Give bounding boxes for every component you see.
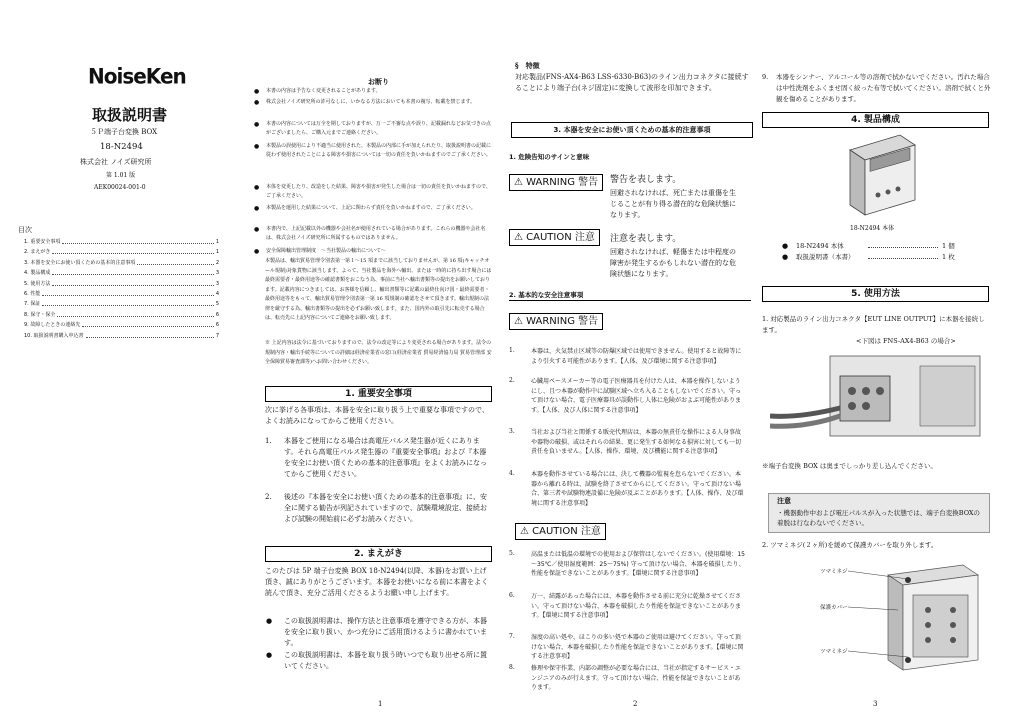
company-name: 株式会社 ノイズ研究所 xyxy=(80,158,152,166)
bullet-icon: ● xyxy=(266,651,273,659)
toc-item[interactable] xyxy=(24,290,219,298)
notice-item: 安全保障輸出管理制度 ～当社製品の輸出について～ xyxy=(266,248,386,254)
toc-item-label: 1. 重要安全事項 xyxy=(24,239,61,245)
caution-head: 注意を表します。 xyxy=(610,234,682,244)
list-number: 7. xyxy=(509,633,515,640)
basic-safety-title: 2. 基本的な安全注意事項 xyxy=(509,291,584,299)
caution-item: 湿度の高い処や、ほこりの多い処で本器のご使用は避けてください。守って頂けない場合、本器を破損したり性能を保証できないことがあります。【環境に関する注意事項】 xyxy=(531,634,744,660)
notice-item: 本書の内容は予告なく変更されることがあります。 xyxy=(266,88,381,94)
label-cover: 保護カバー xyxy=(820,605,848,611)
caution-note-box xyxy=(768,493,990,533)
page-number-3: 3 xyxy=(873,700,878,708)
notice-item: 株式会社ノイズ研究所の許可なしに、いかなる方法においても本書の複写、転載を禁じます。 xyxy=(266,99,476,105)
part-qty: 1 個 xyxy=(942,242,955,250)
notice-item: 本製品を運用した結果について、上記に関わらず責任を負いかねますので、ご了承ください。 xyxy=(266,205,476,211)
document-number: AEK00024-001-0 xyxy=(94,184,146,191)
warning-badge xyxy=(509,174,603,191)
toc-leader xyxy=(86,332,214,338)
document-subtitle: ５Ｐ端子台変換 BOX xyxy=(90,128,158,136)
toc-item-label: 5. 使用方法 xyxy=(24,280,51,287)
part-name: 18-N2494 本体 xyxy=(796,242,844,250)
step-1: 1. 対応製品のライン出力コネクタ【EUT LINE OUTPUT】に本器を接続します。 xyxy=(762,315,985,334)
feature-heading: § 特徴 xyxy=(515,61,540,70)
section-3-header: 3. 本器を安全にお使い頂くための基本的注意事項 xyxy=(511,122,753,138)
toc-item-label: 8. 保守・保全 xyxy=(24,311,56,318)
product-figure-caption: 18-N2494 本体 xyxy=(850,225,895,232)
toc-leader xyxy=(52,269,213,275)
toc-item[interactable] xyxy=(24,332,219,340)
bullet-icon: ● xyxy=(254,205,260,212)
toc-item[interactable] xyxy=(24,248,219,256)
caution-label: CAUTION 注意 xyxy=(526,232,595,243)
caution-item: 修理や保守作業、内部の調整が必要な場合には、当社が指定するサービス・エンジニアのみが行えます。守って頂けない場合、性能を保証できないことがあります。 xyxy=(531,665,742,691)
noiseken-logo: NoiseKen xyxy=(88,63,186,89)
toc-item[interactable] xyxy=(24,259,219,267)
list-number: 2. xyxy=(265,493,272,501)
toc-item-label: 10. 取扱説明書購入申込書 xyxy=(24,332,84,339)
toc-item-page: 7 xyxy=(215,332,219,339)
product-figure xyxy=(840,130,920,220)
list-number: 6. xyxy=(509,592,515,599)
warning-badge-2 xyxy=(509,313,603,330)
notice-item: 本体を変更したり、改造をした結果、障害や損害が発生した場合は一切の責任を負いかねますので、ご了承ください。 xyxy=(266,184,491,199)
notice-item: 本書内で、上記記載以外の機器や会社名が使用されている場合があります。これらの機器や会社名は、株式会社ノイズ研究所に所属するものではありません。 xyxy=(266,226,486,241)
caution-triangle-icon: ⚠ xyxy=(514,232,523,243)
label-screw-bottom: ツマミネジ xyxy=(820,649,848,655)
part-leader xyxy=(868,247,938,248)
caution-item: 万一、結露があった場合には、本器を動作させる前に充分に乾燥させてください。守って頂けない場合、本器を破損したり性能を保証できないことがあります。【環境に関する注意事項】 xyxy=(531,593,742,619)
connection-figure xyxy=(770,346,990,446)
section-2-item: この取扱説明書は、本器を取り扱う時いつでも取り出せる所に置いてください。 xyxy=(284,651,487,670)
page-1-text xyxy=(252,0,494,724)
feature-text: 対応製品(FNS-AX4-B63 LSS-6330-B63)のライン出力コネクタに接続することにより端子台(ネジ固定)に変換して波形を印加できます。 xyxy=(515,73,749,92)
section-4-header: 4. 製品構成 xyxy=(762,112,989,128)
toc-leader xyxy=(52,280,213,286)
toc-item-page: 2 xyxy=(215,259,219,266)
note-title: 注意 xyxy=(777,497,791,505)
toc-item-page: 5 xyxy=(215,301,219,308)
toc-item[interactable] xyxy=(24,321,219,329)
warning-item: 本器を動作させている場合には、決して機器の監視を怠らないでください。本器から離れる時は、試験を終了させてからにしてください。守って頂けない場合、第三者や試験物連設備に危険が及ぶことがあります。【人体、操作、及び環境に関する注意事項】 xyxy=(531,471,744,507)
bullet-icon: ● xyxy=(782,253,789,261)
leader-lines xyxy=(848,565,908,660)
bullet-icon: ● xyxy=(254,88,260,95)
list-number: 4. xyxy=(509,470,515,477)
bullet-icon: ● xyxy=(266,617,273,625)
toc-leader xyxy=(52,248,213,254)
item-9-number: 9. xyxy=(762,73,769,81)
toc-leader xyxy=(62,238,213,244)
warning-item: 本器は、火気禁止区域等の防爆区域では使用できません。使用すると故障等により引火する可能性があります。【人体、及び環境に関する注意事項】 xyxy=(531,348,742,365)
toc-item-label: 4. 製品構成 xyxy=(24,270,51,277)
toc-item-page: 3 xyxy=(215,280,219,287)
toc-item-page: 1 xyxy=(215,249,219,256)
toc-item-label: 6. 性能 xyxy=(24,291,41,297)
toc-item[interactable] xyxy=(24,300,219,308)
warning-triangle-icon: ⚠ xyxy=(514,177,523,188)
toc-leader xyxy=(42,300,213,306)
toc-item-page: 3 xyxy=(215,270,219,277)
danger-sign-title: 1. 危険告知のサインと意味 xyxy=(509,153,590,161)
model-number: 18-N2494 xyxy=(100,142,143,152)
toc-item[interactable] xyxy=(24,311,219,319)
toc-item-label: 2. まえがき xyxy=(24,249,51,256)
warning-label-2: WARNING 警告 xyxy=(526,316,599,327)
edition: 第 1.01 版 xyxy=(106,172,136,179)
toc-item-label: 3. 本器を安全にお使い頂くための基本的注意事項 xyxy=(24,259,136,266)
page-3 xyxy=(758,0,1024,724)
section-5-header: 5. 使用方法 xyxy=(762,286,989,302)
notice-title: お断り xyxy=(368,77,389,86)
bullet-icon: ● xyxy=(782,242,789,250)
warning-item: 当社および当社と関係する販売代理店は、本器の無責任な操作による人身事故や器物の破損、或はそれらの結果、更に発生する如何なる損害に対しても一切責任を負いません。【人体、操作、環境、及び機能に関する注意事項】 xyxy=(531,429,742,455)
list-number: 1. xyxy=(265,437,272,445)
toc-item-label: 9. 故障したときの連絡先 xyxy=(24,322,81,329)
bullet-icon: ● xyxy=(254,143,260,150)
toc-leader xyxy=(57,311,213,317)
warning-triangle-icon-2: ⚠ xyxy=(514,316,523,327)
toc-item-label: 7. 保証 xyxy=(24,301,41,308)
warning-item: 心臓用ペースメーカー等の電子医療器具を付けた人は、本器を操作しないようにし、且つ本器が動作中に試験区域へ立ち入ることもしないでください。守って頂けない場合、電子医療器具が誤動作し人体に危険がおよぶ可能性があります。【人体、及び人体に関する注意事項】 xyxy=(531,378,742,414)
toc-leader xyxy=(82,321,213,327)
bullet-icon: ● xyxy=(254,99,260,106)
section-1-item: 後述の『本器を安全にお使い頂くための基本的注意事項』に、安全に関する勧告が列記されていますので、試験環境設定、接続および試験の開始前に必ずお読みください。 xyxy=(284,493,487,523)
list-number: 5. xyxy=(509,550,515,557)
part-leader xyxy=(868,258,938,259)
bullet-icon: ● xyxy=(254,248,260,255)
toc-item-page: 1 xyxy=(215,239,219,245)
toc-item[interactable] xyxy=(24,238,219,246)
figure-2-caption: <下図は FNS-AX4-B63 の場合> xyxy=(856,337,956,345)
section-2-header: 2. まえがき xyxy=(265,546,492,562)
toc-leader xyxy=(42,290,213,296)
toc-item-page: 4 xyxy=(215,291,219,297)
page-2 xyxy=(505,0,755,724)
caution-badge-2 xyxy=(515,523,606,540)
note-text: ・機器動作中および電圧パルスが入った状態では、端子台変換BOXの着脱は行なわないでください。 xyxy=(777,509,981,527)
caution-label-2: CAUTION 注意 xyxy=(532,526,601,537)
warning-head: 警告を表します。 xyxy=(610,175,682,185)
page-number-2: 2 xyxy=(633,700,638,708)
divider xyxy=(509,300,751,301)
section-1-header: 1. 重要安全事項 xyxy=(265,386,492,402)
bullet-icon: ● xyxy=(254,226,260,233)
warning-desc: 回避されなければ、死亡または重傷を生じることが有り得る潜在的な危険状態になります。 xyxy=(610,189,736,219)
toc-item[interactable] xyxy=(24,269,219,277)
section-2-intro: このたびは 5P 端子台変換 BOX 18-N2494(以降、本器)をお買い上げ頂き、誠にありがとうございます。本器をお使いになる前に本書をよく読んで頂き、充分ご活用くださるようお願い申し上げます。 xyxy=(265,567,489,597)
step-2: 2. ツマミネジ(２ヶ所)を緩めて保護カバーを取り外します。 xyxy=(762,541,938,549)
caution-badge xyxy=(509,229,600,246)
caution-desc: 回避されなければ、軽傷または中程度の障害が発生するかもしれない潜在的な危険状態になります。 xyxy=(610,248,736,278)
toc-item-page: 6 xyxy=(215,322,219,329)
notice-item: 本製品の誤使用により不適当に使用された、本製品の内部に手が加えられたり、取扱説明書の記載に従わず使用されたことによる障害や損害については一切の責任を負いかねますのでご了承ください。 xyxy=(266,143,492,158)
export-text: 本製品は、輸出貿易管理令別表第一第１～15 項までに該当しておりませんが、第 16 項(キャッチオール規制)対象貨物に該当します。よって、当社製品を海外へ輸出、または一時的に持ち出す場合には最終需要者・最終用途等の確認書類をおこなう為、事前に当社へ輸出書類等の提出をお願いしております。記載内容につきましては、お客様を信頼し、輸出書類等に記載の最終仕向け国・最終需要者・最終用途等をもって、輸出貿易管理令別表第一第 16 項規制の確認をさせて頂きます。輸出規制の法律を厳守する為、輸出書類等の提出を必ずお願い致します。また、国内外の取引先に転売する場合は、転売先に上記内容についてご連絡をお願い致します。 xyxy=(265,258,492,321)
list-number: 3. xyxy=(509,428,515,435)
list-number: 8. xyxy=(509,664,515,671)
warning-label: WARNING 警告 xyxy=(526,177,599,188)
section-1-intro: 次に挙げる各事項は、本器を安全に取り扱う上で重要な事項ですので、よくお読みになってからご使用ください。 xyxy=(265,406,489,425)
list-number: 2. xyxy=(509,377,515,384)
section-1-item: 本器をご使用になる場合は高電圧パルス発生器が近くにあります。それら高電圧パルス発生器の『重要安全事項』および『本器を安全にお使い頂くための基本的注意事項』をよくお読みになってからご使用ください。 xyxy=(284,437,487,478)
figure-2-note: ※端子台変換 BOX は奥までしっかり差し込んでください。 xyxy=(762,462,937,470)
page-number: 1 xyxy=(378,700,383,708)
document-title: 取扱説明書 xyxy=(92,106,168,124)
label-screw-top: ツマミネジ xyxy=(820,569,848,575)
bullet-icon: ● xyxy=(254,121,260,128)
bullet-icon: ● xyxy=(254,184,260,191)
export-note: ※ 上記内容は法令に基づいておりますので、法令の改定等により変更される場合があります。法令の規制内容・輸出手続等についての詳細は経済産業省の窓口(経済産業省 貿易経済協力局 貿易管理部 安全保障貿易審査課等)へお問い合わせください。 xyxy=(265,340,492,365)
toc-item[interactable] xyxy=(24,280,219,288)
toc-title: 目次 xyxy=(18,226,32,234)
list-number: 1. xyxy=(509,347,515,354)
item-9: 本器をシンナー、アルコール等の溶剤で拭かないでください。汚れた場合は中性洗剤をふくませ固く絞った布等で拭いてください。溶剤で拭くと外観を傷めることがあります。 xyxy=(776,73,991,103)
notice-item: 本書の内容については万全を期しておりますが、万一ご不審な点や誤り、記載漏れなどお気づきの点がございましたら、ご購入元までご連絡ください。 xyxy=(266,121,491,136)
toc-item-page: 6 xyxy=(215,311,219,318)
part-qty: 1 枚 xyxy=(942,253,955,261)
part-name: 取扱説明書（本書） xyxy=(796,253,855,261)
caution-triangle-icon-2: ⚠ xyxy=(520,526,529,537)
section-2-item: この取扱説明書は、操作方法と注意事項を遵守できる方が、本器を安全に取り扱い、かつ充分にご活用頂けるように書かれています。 xyxy=(284,617,487,647)
caution-item: 高温または低温の環境での使用および保管はしないでください。(使用環境：15～35℃／使用湿度範囲：25～75%) 守って頂けない場合、本器を破損したり、性能を保証できないことがあります。【環境に関する注意事項】 xyxy=(531,551,745,577)
toc-leader xyxy=(137,259,213,265)
